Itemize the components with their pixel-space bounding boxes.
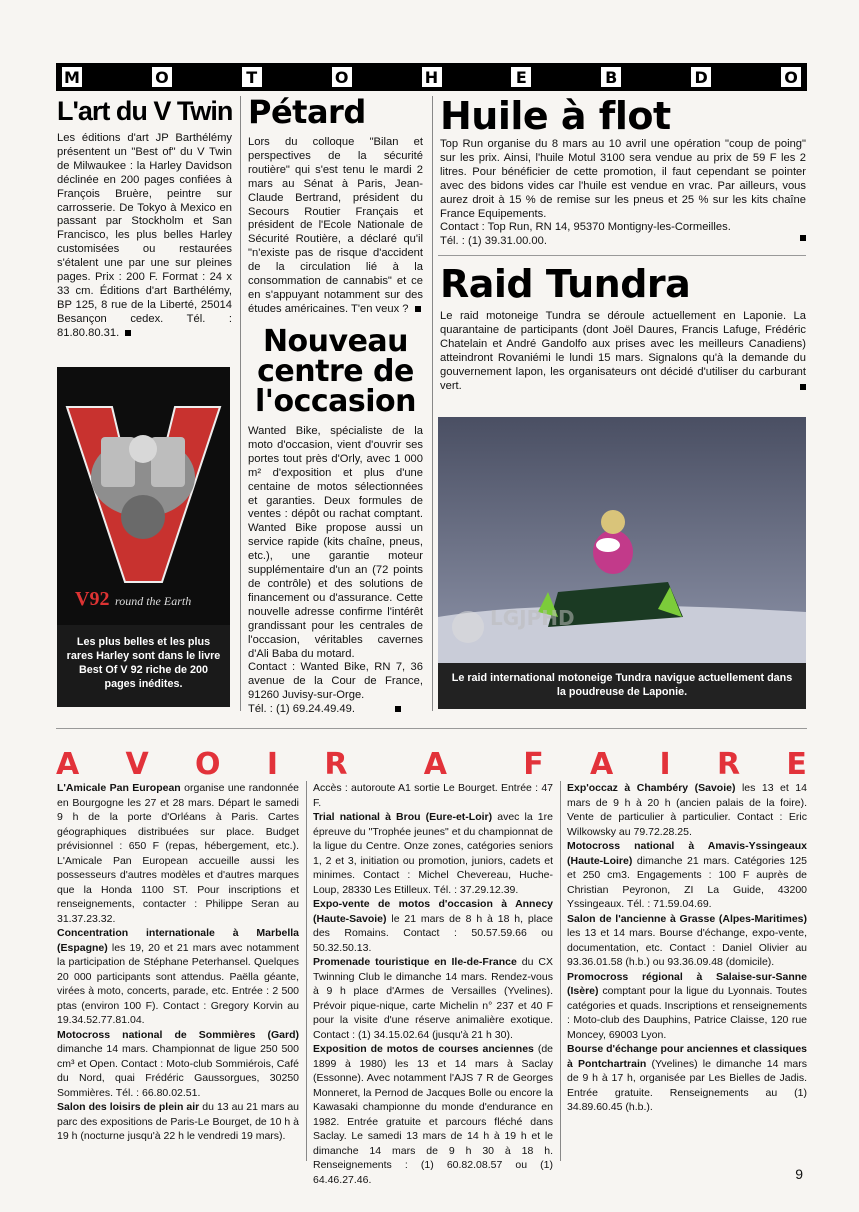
column-divider (306, 781, 307, 1161)
end-mark (415, 306, 421, 312)
heading-letter: V (125, 746, 149, 782)
heading-letter: A (423, 746, 447, 782)
article-tundra (440, 262, 806, 393)
heading-letter: F (523, 746, 544, 782)
agenda-item: Trial national à Brou (Eure-et-Loir) avec la 1re épreuve du "Trophée jeunes" et du championnat de la ligue du Centre. Onze zones, catégories seniors 1, 2 et 3, initiation ou promotion, juniors, cadets et minimes. Contact : Michel Chevereau, Huche-Loup, 28330 Les Etilleux. Tél. : 37.29.12.39. (313, 811, 553, 896)
article-contact: Contact : Wanted Bike, RN 7, 36 avenue de la Cour de France, 91260 Juvisy-sur-Orge. (248, 661, 423, 702)
column-divider (432, 96, 433, 711)
snowmobile-photo (438, 417, 806, 709)
article-body: Le raid motoneige Tundra se déroule actuellement en Laponie. La quarantaine de participants (dont Joël Daures, Francis Lafuge, Frédéric Chatelain et André Gandolfo aux prises avec les meilleurs Canadiens) atteindront Rovaniémi le lundi 15 mars. Signalons qu'à la demande du gouvernement lapon, les organisateurs ont décidé d'utiliser du carburant vert. (440, 310, 806, 392)
agenda-item: Expo-vente de motos d'occasion à Annecy (Haute-Savoie) le 21 mars de 8 h à 18 h, place des Romains. Contact : 50.57.59.66 ou 50.32.50.13. (313, 898, 553, 954)
image-caption: Le raid international motoneige Tundra navigue actuellement dans la poudreuse de Laponie. (438, 663, 806, 709)
cover-v92-text: V92 (75, 588, 110, 610)
article-tel: Tél. : (1) 69.24.49.49. (248, 703, 423, 717)
end-mark (395, 706, 401, 712)
section-divider (438, 255, 806, 256)
agenda-item: Bourse d'échange pour anciennes et classiques à Pontchartrain (Yvelines) le dimanche 14 mars de 9 h à 17 h, organisée par Les Bielles de Jadis. Entrée gratuite. Renseignements au (1) 34.89.60.45 (h.b.). (567, 1043, 807, 1113)
section-divider (56, 728, 807, 729)
agenda-item: Exp'occaz à Chambéry (Savoie) les 13 et 14 mars de 9 h à 20 h (ancien palais de la foire). Vente de particulier à particulier. Contact : Eric Wilkowsky au 79.72.28.25. (567, 782, 807, 838)
title-line: centre de (257, 354, 414, 389)
agenda-item: Motocross national de Sommières (Gard) dimanche 14 mars. Championnat de ligue 250 500 cm³ et Open. Contact : Moto-club Sommiérois, Café du Nord, quai Frédéric Gaussorgues, 30250 Sommières. Tél. : 66.80.02.51. (57, 1028, 299, 1099)
agenda-item: Promenade touristique en Ile-de-France du CX Twinning Club le dimanche 14 mars. Rendez-vous à 9 h place d'Armes de Versailles (Yvelines). Prévoir pique-nique, carte Michelin n° 237 et 40 F pour la visite d'une réserve animalière exotique. Contact : (1) 34.15.02.64 (jusqu'à 21 h 30). (313, 956, 553, 1041)
heading-letter: A (590, 746, 614, 782)
cover-script-text: round the Earth (115, 594, 192, 608)
heading-letter: O (195, 746, 221, 782)
agenda-item: L'Amicale Pan European organise une randonnée en Bourgogne les 27 et 28 mars. Départ le samedi 9 h de la porte d'Orléans à Paris. Cartes géographiques distribuées sur place. Budget prévisionnel : 650 F (repas, hébergement, etc.). L'Amicale Pan European accueille aussi les possesseurs d'autres modèles et d'autres marques que la Honda 1100 ST. Pour inscriptions et renseignements, contacter : Philippe Seran au 31.37.23.32. (57, 782, 299, 925)
book-cover-image (57, 367, 230, 707)
article-petard (248, 93, 423, 317)
agenda-item: Accès : autoroute A1 sortie Le Bourget. Entrée : 47 F. (313, 782, 553, 809)
snowmobile-illustration (438, 417, 806, 663)
harley-engine-illustration (57, 367, 230, 627)
title-line: l'occasion (255, 384, 416, 419)
heading-letter: E (786, 746, 807, 782)
masthead-letter: H (422, 67, 442, 87)
agenda-item: Concentration internationale à Marbella (Espagne) les 19, 20 et 21 mars avec notamment la participation de Stéphane Peterhansel. Quelques 20 000 participants sont attendus. Paëlla géante, virées à moto, concerts, parade, etc. Entrée : 2 500 ptas (environ 100 F). Contact : Gregory Korvin au 19.34.52.77.81.04. (57, 927, 299, 1026)
article-title: Huile à flot (440, 94, 671, 138)
column-divider (560, 781, 561, 1161)
masthead-letter: T (242, 67, 262, 87)
end-mark (125, 330, 131, 336)
article-huile (440, 96, 806, 249)
agenda-item: Salon des loisirs de plein air du 13 au 21 mars au parc des expositions de Paris-Le Bourget, de 10 h à 19 h (nocturne jusqu'à 22 h le vendredi 19 mars). (57, 1101, 300, 1142)
section-heading-avoir (56, 746, 807, 782)
image-caption: Les plus belles et les plus rares Harley sont dans le livre Best Of V 92 riche de 200 pages inédites. (57, 625, 230, 707)
article-vtwin (57, 96, 232, 341)
agenda-item: Exposition de motos de courses anciennes (de 1899 à 1980) les 13 et 14 mars à Saclay (Essonne). Avec notamment l'AJS 7 R de Georges Monneret, la Pernod de Jacques Bolle ou encore la Kawasaki championne du monde d'endurance en 1982. Entrée gratuite et parcours fléché dans Saclay. Le samedi 13 mars de 14 h à 19 h et le dimanche 14 mars de 9 h 30 à 18 h. Renseignements : (1) 60.82.08.57 ou (1) 64.46.27.46. (313, 1043, 553, 1186)
masthead-letter: O (152, 67, 172, 87)
article-tel: Tél. : (1) 39.31.00.00. (440, 235, 806, 249)
end-mark (800, 235, 806, 241)
heading-letter: R (717, 746, 741, 782)
article-body: Top Run organise du 8 mars au 10 avril une opération "coup de poing" sur les prix. Ainsi, l'huile Motul 3100 sera vendue au prix de 59 F les 2 litres. Pour bénéficier de cette promotion, il faut cependant se pointer avec des bidons vides car l'huile est vendue en vrac. Par ailleurs, vous aurez droit à 15 % de remise sur les pneus et 25 % sur les kits chaîne France Equipements. (440, 138, 806, 220)
agenda-column-3 (567, 781, 807, 1115)
article-body: Wanted Bike, spécialiste de la moto d'occasion, vient d'ouvrir ses portes tout près d'Orly, avec 1 000 m² d'exposition et plus d'une centaine de motos sélectionnées et garanties. Deux formules de ventes : dépôt ou rachat comptant. Wanted Bike propose aussi un service rapide (kits chaîne, pneus, etc.), une garantie moteur supplémentaire d'un an (72 points de contrôle) et des solutions de financement ou d'assurance. Cette nouvelle adresse confirme l'intérêt grandissant pour les centrales de l'occasion, véritables cavernes d'Ali Baba du motard. (248, 425, 423, 660)
article-occasion (248, 324, 423, 717)
masthead-letter: D (691, 67, 711, 87)
masthead-letter: M (62, 67, 82, 87)
title-line: Nouveau (262, 324, 409, 359)
article-body: Les éditions d'art JP Barthélémy présentent un "Best of" du V Twin de Milwaukee : la Harley Davidson déclinée en 200 pages confiées à François Bruère, peintre sur carrosserie. De Tokyo à Mexico en passant par Stockholm et San Francisco, les plus belles Harley customisées ou restaurées s'étalent une par une sur pleines pages. Prix : 200 F. Format : 24 x 33 cm. Éditions d'art Barthélémy, BP 125, 8 rue de la Liberté, 25014 Besançon cedex. Tél. : 81.80.80.31. (57, 132, 232, 339)
heading-letter: R (324, 746, 348, 782)
photo-watermark: LGJPHD (490, 606, 575, 630)
article-title: Pétard (248, 93, 366, 131)
article-title (248, 324, 423, 419)
article-title: L'art du V Twin (57, 96, 233, 126)
heading-letter: I (659, 746, 671, 782)
end-mark (800, 384, 806, 390)
masthead (56, 63, 807, 91)
column-divider (240, 96, 241, 711)
masthead-letter: O (781, 67, 801, 87)
article-contact: Contact : Top Run, RN 14, 95370 Montigny-les-Cormeilles. (440, 221, 731, 234)
heading-letter: A (56, 746, 80, 782)
heading-letter: I (266, 746, 279, 782)
masthead-letter: O (332, 67, 352, 87)
agenda-column-2 (313, 781, 553, 1187)
page-number: 9 (795, 1166, 803, 1182)
article-body: Lors du colloque "Bilan et perspectives de la sécurité routière" qui s'est tenu le mardi 2 mars au Sénat à Paris, Jean-Claude Bertrand, président du Secours Routier Français et président de l'Ecole Nationale de Sécurité Routière, a déclaré qu'il "n'existe pas de risque d'accident de la circulation lié à la consommation de cannabis" et ce en s'appuyant notamment sur des études américaines. T'en veux ? (248, 136, 423, 315)
agenda-item: Motocross national à Amavis-Yssingeaux (Haute-Loire) dimanche 21 mars. Catégories 125 et 250 cm3. Engagements : 100 F auprès de Christian Peyronon, ZI La Guide, 43200 Yssingeaux. Tél. : 71.59.04.69. (567, 840, 807, 910)
agenda-item: Promocross régional à Salaise-sur-Sanne (Isère) comptant pour la ligue du Lyonnais. Toutes catégories et quads. Inscriptions et renseignements : Moto-club des Dauphins, Patrice Claisse, 120 rue Moncey, 69003 Lyon. (567, 970, 807, 1041)
agenda-column-1 (57, 781, 299, 1144)
article-title: Raid Tundra (440, 262, 691, 306)
masthead-letter: E (511, 67, 531, 87)
masthead-letter: B (601, 67, 621, 87)
agenda-item: Salon de l'ancienne à Grasse (Alpes-Maritimes) les 13 et 14 mars. Bourse d'échange, expo-vente, documentation, etc. Contact : Daniel Olivier au 93.36.01.58 (h.b.) ou 93.36.09.48 (domicile). (567, 912, 807, 968)
